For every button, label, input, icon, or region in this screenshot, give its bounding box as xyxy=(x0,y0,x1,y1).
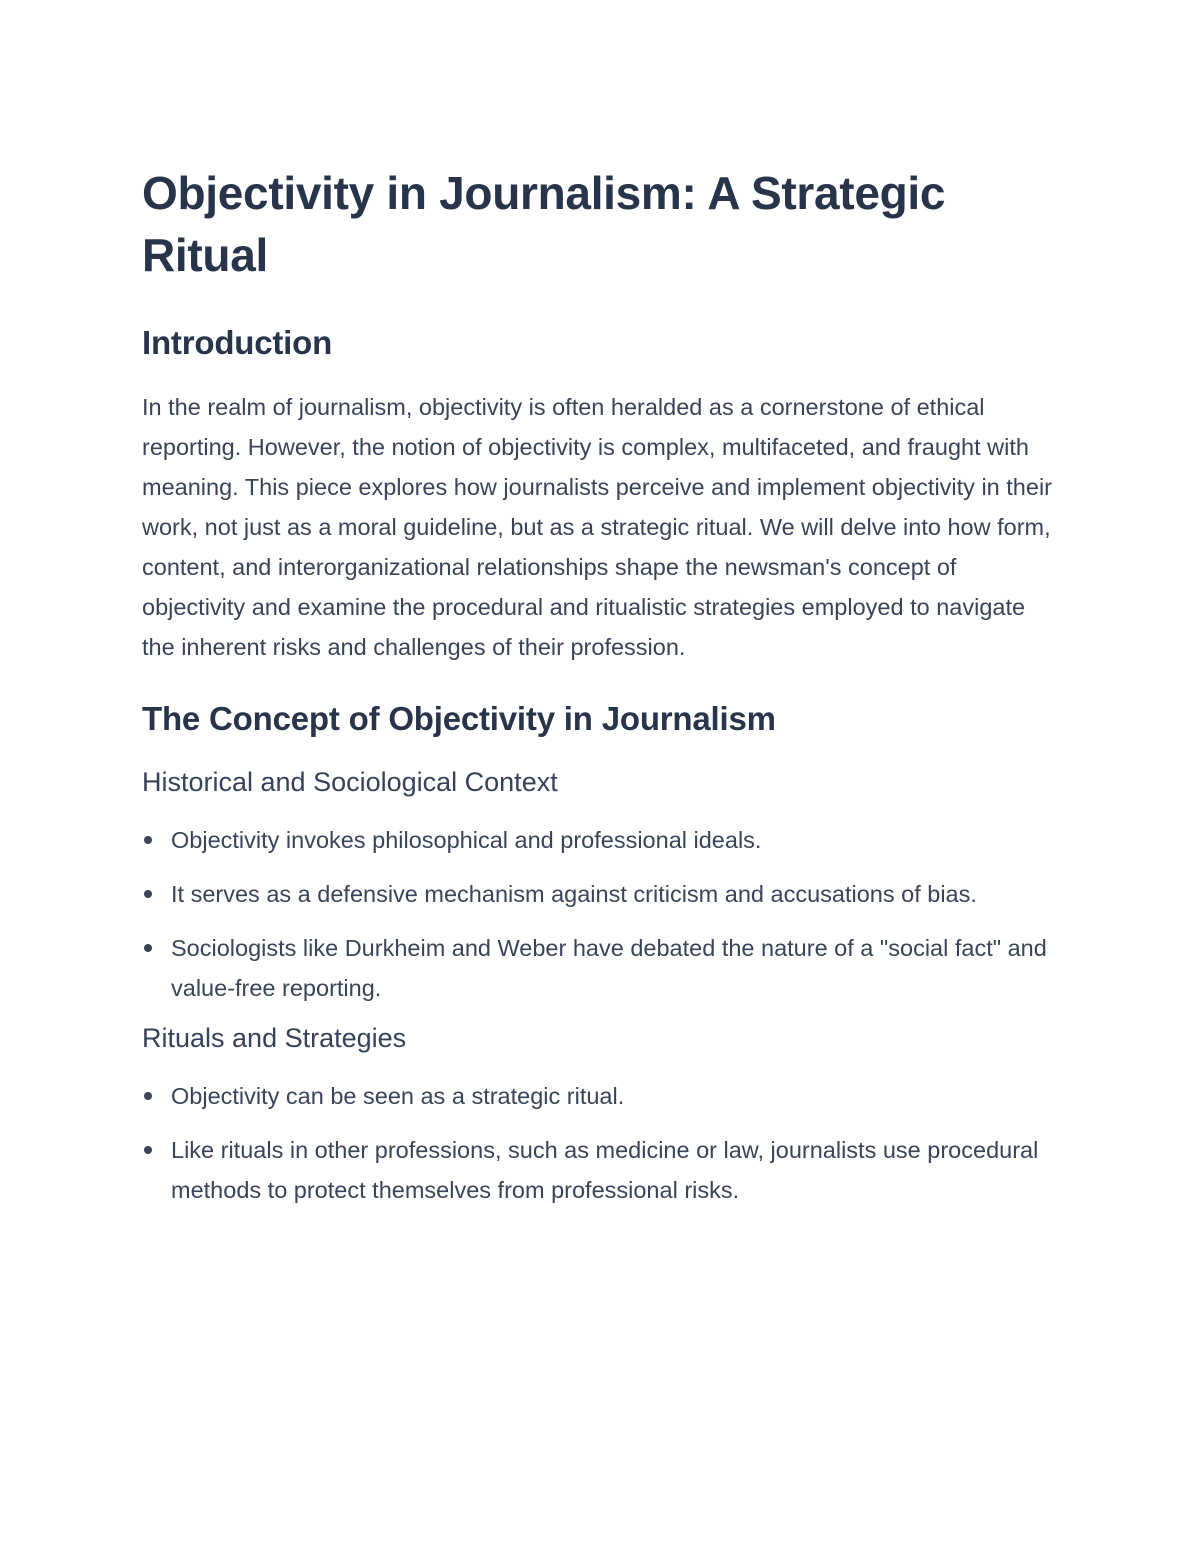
document-page xyxy=(142,162,1058,1224)
introduction-heading: Introduction xyxy=(142,324,333,361)
historical-context-list xyxy=(142,820,1058,1008)
list-item-text: Objectivity can be seen as a strategic ritual. xyxy=(171,1083,625,1109)
list-item xyxy=(142,1130,1058,1210)
bullet-icon xyxy=(144,836,152,844)
rituals-strategies-heading: Rituals and Strategies xyxy=(142,1023,407,1053)
list-item-text: Like rituals in other professions, such as medicine or law, journalists use procedural methods to protect themselves from professional risks. xyxy=(171,1137,1039,1203)
bullet-icon xyxy=(144,1146,152,1154)
bullet-icon xyxy=(144,944,152,952)
list-item xyxy=(142,820,1058,860)
historical-context-heading: Historical and Sociological Context xyxy=(142,767,558,797)
list-item-text: It serves as a defensive mechanism against criticism and accusations of bias. xyxy=(171,881,977,907)
list-item-text: Objectivity invokes philosophical and professional ideals. xyxy=(171,827,762,853)
concept-heading: The Concept of Objectivity in Journalism xyxy=(142,700,776,737)
introduction-paragraph: In the realm of journalism, objectivity is often heralded as a cornerstone of ethical reporting. However, the notion of objectivity is complex, multifaceted, and fraught with meaning. This piece explores how journalists perceive and implement objectivity in their work, not just as a moral guideline, but as a strategic ritual. We will delve into how form, content, and interorganizational relationships shape the newsman's concept of objectivity and examine the procedural and ritualistic strategies employed to navigate the inherent risks and challenges of their profession. xyxy=(142,394,1052,660)
bullet-icon xyxy=(144,1092,152,1100)
list-item xyxy=(142,1076,1058,1116)
list-item-text: Sociologists like Durkheim and Weber have debated the nature of a "social fact" and value-free reporting. xyxy=(171,935,1047,1001)
document-title: Objectivity in Journalism: A Strategic Ritual xyxy=(142,167,946,281)
list-item xyxy=(142,928,1058,1008)
list-item xyxy=(142,874,1058,914)
rituals-strategies-list xyxy=(142,1076,1058,1210)
bullet-icon xyxy=(144,890,152,898)
